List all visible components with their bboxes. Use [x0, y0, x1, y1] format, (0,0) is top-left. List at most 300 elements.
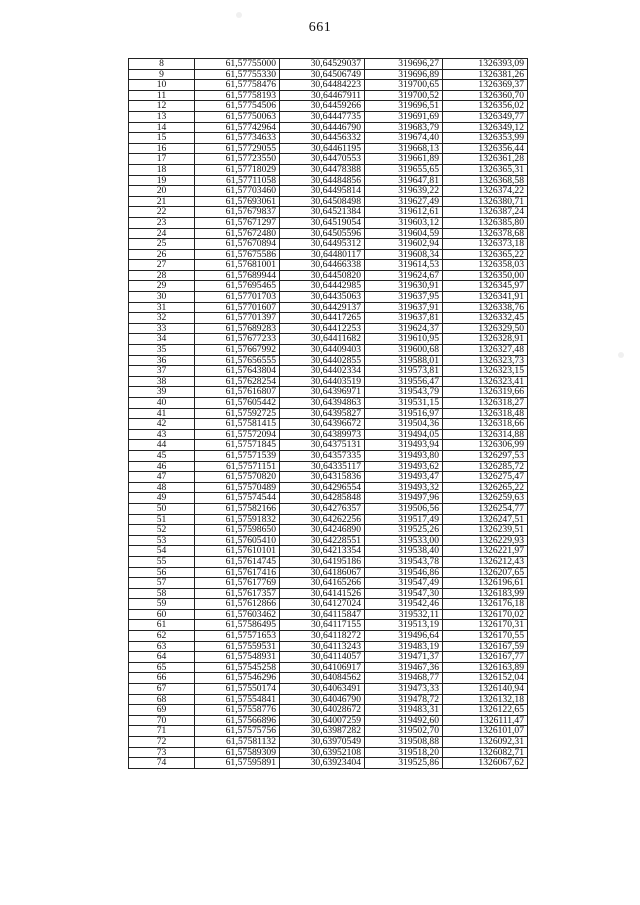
point-number-cell: 32 [129, 313, 195, 324]
latitude-cell: 61,57750063 [195, 111, 280, 122]
longitude-cell: 30,64106917 [280, 662, 365, 673]
x-coordinate-cell: 319696,89 [365, 69, 443, 80]
x-coordinate-cell: 319478,72 [365, 694, 443, 705]
point-number-cell: 30 [129, 292, 195, 303]
latitude-cell: 61,57570820 [195, 472, 280, 483]
y-coordinate-cell: 1326318,66 [443, 419, 528, 430]
longitude-cell: 30,64118272 [280, 631, 365, 642]
x-coordinate-cell: 319543,78 [365, 556, 443, 567]
longitude-cell: 30,64114057 [280, 652, 365, 663]
longitude-cell: 30,64403519 [280, 376, 365, 387]
table-row [129, 472, 528, 483]
longitude-cell: 30,64113243 [280, 641, 365, 652]
x-coordinate-cell: 319556,47 [365, 376, 443, 387]
table-row [129, 715, 528, 726]
longitude-cell: 30,64447735 [280, 111, 365, 122]
table-row [129, 631, 528, 642]
y-coordinate-cell: 1326381,26 [443, 69, 528, 80]
point-number-cell: 67 [129, 684, 195, 695]
table-row [129, 249, 528, 260]
x-coordinate-cell: 319502,70 [365, 726, 443, 737]
latitude-cell: 61,57582166 [195, 503, 280, 514]
latitude-cell: 61,57701397 [195, 313, 280, 324]
longitude-cell: 30,64411682 [280, 334, 365, 345]
x-coordinate-cell: 319661,89 [365, 154, 443, 165]
x-coordinate-cell: 319627,49 [365, 196, 443, 207]
y-coordinate-cell: 1326285,72 [443, 461, 528, 472]
x-coordinate-cell: 319506,56 [365, 503, 443, 514]
x-coordinate-cell: 319639,22 [365, 186, 443, 197]
x-coordinate-cell: 319608,34 [365, 249, 443, 260]
table-row [129, 461, 528, 472]
latitude-cell: 61,57591832 [195, 514, 280, 525]
x-coordinate-cell: 319513,19 [365, 620, 443, 631]
x-coordinate-cell: 319467,36 [365, 662, 443, 673]
x-coordinate-cell: 319493,47 [365, 472, 443, 483]
table-row [129, 164, 528, 175]
x-coordinate-cell: 319546,86 [365, 567, 443, 578]
latitude-cell: 61,57550174 [195, 684, 280, 695]
table-row [129, 705, 528, 716]
y-coordinate-cell: 1326122,65 [443, 705, 528, 716]
table-row [129, 556, 528, 567]
x-coordinate-cell: 319610,95 [365, 334, 443, 345]
y-coordinate-cell: 1326353,99 [443, 133, 528, 144]
table-row [129, 122, 528, 133]
longitude-cell: 30,64213354 [280, 546, 365, 557]
y-coordinate-cell: 1326318,27 [443, 398, 528, 409]
table-row [129, 429, 528, 440]
latitude-cell: 61,57571539 [195, 450, 280, 461]
y-coordinate-cell: 1326259,63 [443, 493, 528, 504]
latitude-cell: 61,57610101 [195, 546, 280, 557]
x-coordinate-cell: 319518,20 [365, 747, 443, 758]
x-coordinate-cell: 319573,81 [365, 366, 443, 377]
point-number-cell: 13 [129, 111, 195, 122]
point-number-cell: 73 [129, 747, 195, 758]
point-number-cell: 14 [129, 122, 195, 133]
table-row [129, 207, 528, 218]
table-row [129, 175, 528, 186]
point-number-cell: 56 [129, 567, 195, 578]
longitude-cell: 30,64529037 [280, 59, 365, 70]
longitude-cell: 30,64228551 [280, 535, 365, 546]
longitude-cell: 30,64461195 [280, 143, 365, 154]
point-number-cell: 49 [129, 493, 195, 504]
point-number-cell: 31 [129, 302, 195, 313]
latitude-cell: 61,57612866 [195, 599, 280, 610]
x-coordinate-cell: 319547,49 [365, 578, 443, 589]
x-coordinate-cell: 319674,40 [365, 133, 443, 144]
latitude-cell: 61,57603462 [195, 609, 280, 620]
point-number-cell: 9 [129, 69, 195, 80]
table-row [129, 239, 528, 250]
longitude-cell: 30,63952108 [280, 747, 365, 758]
point-number-cell: 22 [129, 207, 195, 218]
longitude-cell: 30,64429137 [280, 302, 365, 313]
y-coordinate-cell: 1326350,00 [443, 270, 528, 281]
longitude-cell: 30,64506749 [280, 69, 365, 80]
point-number-cell: 54 [129, 546, 195, 557]
coordinates-table [128, 58, 528, 769]
latitude-cell: 61,57681001 [195, 260, 280, 271]
longitude-cell: 30,64063491 [280, 684, 365, 695]
y-coordinate-cell: 1326345,97 [443, 281, 528, 292]
table-row [129, 228, 528, 239]
point-number-cell: 42 [129, 419, 195, 430]
latitude-cell: 61,57574544 [195, 493, 280, 504]
x-coordinate-cell: 319630,91 [365, 281, 443, 292]
y-coordinate-cell: 1326323,15 [443, 366, 528, 377]
latitude-cell: 61,57558776 [195, 705, 280, 716]
latitude-cell: 61,57754506 [195, 101, 280, 112]
table-row [129, 217, 528, 228]
x-coordinate-cell: 319683,79 [365, 122, 443, 133]
point-number-cell: 50 [129, 503, 195, 514]
x-coordinate-cell: 319471,37 [365, 652, 443, 663]
page-number: 661 [308, 20, 332, 35]
latitude-cell: 61,57718029 [195, 164, 280, 175]
x-coordinate-cell: 319602,94 [365, 239, 443, 250]
x-coordinate-cell: 319588,01 [365, 355, 443, 366]
point-number-cell: 71 [129, 726, 195, 737]
y-coordinate-cell: 1326365,31 [443, 164, 528, 175]
y-coordinate-cell: 1326111,47 [443, 715, 528, 726]
y-coordinate-cell: 1326327,48 [443, 345, 528, 356]
table-row [129, 281, 528, 292]
y-coordinate-cell: 1326196,61 [443, 578, 528, 589]
latitude-cell: 61,57548931 [195, 652, 280, 663]
table-row [129, 493, 528, 504]
latitude-cell: 61,57571845 [195, 440, 280, 451]
point-number-cell: 38 [129, 376, 195, 387]
x-coordinate-cell: 319468,77 [365, 673, 443, 684]
x-coordinate-cell: 319604,59 [365, 228, 443, 239]
longitude-cell: 30,64246890 [280, 525, 365, 536]
point-number-cell: 44 [129, 440, 195, 451]
point-number-cell: 68 [129, 694, 195, 705]
y-coordinate-cell: 1326368,58 [443, 175, 528, 186]
x-coordinate-cell: 319700,52 [365, 90, 443, 101]
table-row [129, 609, 528, 620]
longitude-cell: 30,64495312 [280, 239, 365, 250]
point-number-cell: 72 [129, 737, 195, 748]
latitude-cell: 61,57729055 [195, 143, 280, 154]
latitude-cell: 61,57679837 [195, 207, 280, 218]
y-coordinate-cell: 1326275,47 [443, 472, 528, 483]
table-row [129, 662, 528, 673]
y-coordinate-cell: 1326358,03 [443, 260, 528, 271]
point-number-cell: 66 [129, 673, 195, 684]
point-number-cell: 59 [129, 599, 195, 610]
point-number-cell: 64 [129, 652, 195, 663]
latitude-cell: 61,57701703 [195, 292, 280, 303]
point-number-cell: 15 [129, 133, 195, 144]
latitude-cell: 61,57605410 [195, 535, 280, 546]
x-coordinate-cell: 319538,40 [365, 546, 443, 557]
x-coordinate-cell: 319612,61 [365, 207, 443, 218]
point-number-cell: 23 [129, 217, 195, 228]
point-number-cell: 57 [129, 578, 195, 589]
y-coordinate-cell: 1326170,31 [443, 620, 528, 631]
longitude-cell: 30,64296554 [280, 482, 365, 493]
longitude-cell: 30,64127024 [280, 599, 365, 610]
x-coordinate-cell: 319497,96 [365, 493, 443, 504]
x-coordinate-cell: 319637,95 [365, 292, 443, 303]
longitude-cell: 30,64470553 [280, 154, 365, 165]
x-coordinate-cell: 319614,53 [365, 260, 443, 271]
x-coordinate-cell: 319696,27 [365, 59, 443, 70]
latitude-cell: 61,57614745 [195, 556, 280, 567]
y-coordinate-cell: 1326349,77 [443, 111, 528, 122]
table-row [129, 620, 528, 631]
point-number-cell: 16 [129, 143, 195, 154]
latitude-cell: 61,57695465 [195, 281, 280, 292]
x-coordinate-cell: 319504,36 [365, 419, 443, 430]
longitude-cell: 30,64315836 [280, 472, 365, 483]
longitude-cell: 30,64007259 [280, 715, 365, 726]
table-row [129, 387, 528, 398]
table-row [129, 260, 528, 271]
point-number-cell: 39 [129, 387, 195, 398]
y-coordinate-cell: 1326361,28 [443, 154, 528, 165]
latitude-cell: 61,57675586 [195, 249, 280, 260]
table-row [129, 514, 528, 525]
longitude-cell: 30,64478388 [280, 164, 365, 175]
y-coordinate-cell: 1326176,18 [443, 599, 528, 610]
point-number-cell: 27 [129, 260, 195, 271]
y-coordinate-cell: 1326380,71 [443, 196, 528, 207]
y-coordinate-cell: 1326378,68 [443, 228, 528, 239]
table-row [129, 270, 528, 281]
point-number-cell: 53 [129, 535, 195, 546]
point-number-cell: 43 [129, 429, 195, 440]
y-coordinate-cell: 1326323,73 [443, 355, 528, 366]
longitude-cell: 30,63987282 [280, 726, 365, 737]
longitude-cell: 30,64409403 [280, 345, 365, 356]
y-coordinate-cell: 1326387,24 [443, 207, 528, 218]
longitude-cell: 30,64165266 [280, 578, 365, 589]
latitude-cell: 61,57677233 [195, 334, 280, 345]
x-coordinate-cell: 319655,65 [365, 164, 443, 175]
point-number-cell: 58 [129, 588, 195, 599]
table-row [129, 355, 528, 366]
latitude-cell: 61,57581132 [195, 737, 280, 748]
table-row [129, 143, 528, 154]
longitude-cell: 30,64357335 [280, 450, 365, 461]
longitude-cell: 30,64446790 [280, 122, 365, 133]
y-coordinate-cell: 1326212,43 [443, 556, 528, 567]
y-coordinate-cell: 1326229,93 [443, 535, 528, 546]
latitude-cell: 61,57689944 [195, 270, 280, 281]
y-coordinate-cell: 1326101,07 [443, 726, 528, 737]
longitude-cell: 30,64141526 [280, 588, 365, 599]
latitude-cell: 61,57616807 [195, 387, 280, 398]
y-coordinate-cell: 1326360,70 [443, 90, 528, 101]
table-row [129, 546, 528, 557]
point-number-cell: 24 [129, 228, 195, 239]
x-coordinate-cell: 319533,00 [365, 535, 443, 546]
table-row [129, 111, 528, 122]
longitude-cell: 30,64519054 [280, 217, 365, 228]
x-coordinate-cell: 319668,13 [365, 143, 443, 154]
longitude-cell: 30,64508498 [280, 196, 365, 207]
y-coordinate-cell: 1326341,91 [443, 292, 528, 303]
table-row [129, 186, 528, 197]
y-coordinate-cell: 1326254,77 [443, 503, 528, 514]
latitude-cell: 61,57689283 [195, 323, 280, 334]
y-coordinate-cell: 1326170,02 [443, 609, 528, 620]
x-coordinate-cell: 319473,33 [365, 684, 443, 695]
longitude-cell: 30,64115847 [280, 609, 365, 620]
longitude-cell: 30,64495814 [280, 186, 365, 197]
longitude-cell: 30,64484856 [280, 175, 365, 186]
point-number-cell: 51 [129, 514, 195, 525]
point-number-cell: 26 [129, 249, 195, 260]
latitude-cell: 61,57758476 [195, 80, 280, 91]
point-number-cell: 62 [129, 631, 195, 642]
latitude-cell: 61,57711058 [195, 175, 280, 186]
table-row [129, 323, 528, 334]
x-coordinate-cell: 319532,11 [365, 609, 443, 620]
table-row [129, 196, 528, 207]
latitude-cell: 61,57755000 [195, 59, 280, 70]
latitude-cell: 61,57575756 [195, 726, 280, 737]
y-coordinate-cell: 1326323,41 [443, 376, 528, 387]
y-coordinate-cell: 1326067,62 [443, 758, 528, 769]
y-coordinate-cell: 1326338,76 [443, 302, 528, 313]
y-coordinate-cell: 1326170,55 [443, 631, 528, 642]
x-coordinate-cell: 319542,46 [365, 599, 443, 610]
table-row [129, 673, 528, 684]
point-number-cell: 48 [129, 482, 195, 493]
table-row [129, 334, 528, 345]
y-coordinate-cell: 1326297,53 [443, 450, 528, 461]
point-number-cell: 47 [129, 472, 195, 483]
latitude-cell: 61,57605442 [195, 398, 280, 409]
y-coordinate-cell: 1326306,99 [443, 440, 528, 451]
table-row [129, 398, 528, 409]
longitude-cell: 30,64046790 [280, 694, 365, 705]
y-coordinate-cell: 1326374,22 [443, 186, 528, 197]
point-number-cell: 33 [129, 323, 195, 334]
table-row [129, 503, 528, 514]
point-number-cell: 34 [129, 334, 195, 345]
longitude-cell: 30,64396971 [280, 387, 365, 398]
point-number-cell: 52 [129, 525, 195, 536]
x-coordinate-cell: 319483,19 [365, 641, 443, 652]
x-coordinate-cell: 319508,88 [365, 737, 443, 748]
x-coordinate-cell: 319603,12 [365, 217, 443, 228]
x-coordinate-cell: 319493,62 [365, 461, 443, 472]
x-coordinate-cell: 319624,67 [365, 270, 443, 281]
longitude-cell: 30,64505596 [280, 228, 365, 239]
latitude-cell: 61,57734633 [195, 133, 280, 144]
latitude-cell: 61,57672480 [195, 228, 280, 239]
point-number-cell: 8 [129, 59, 195, 70]
longitude-cell: 30,64417265 [280, 313, 365, 324]
table-row [129, 684, 528, 695]
latitude-cell: 61,57701607 [195, 302, 280, 313]
longitude-cell: 30,64402334 [280, 366, 365, 377]
x-coordinate-cell: 319647,81 [365, 175, 443, 186]
y-coordinate-cell: 1326329,50 [443, 323, 528, 334]
x-coordinate-cell: 319483,31 [365, 705, 443, 716]
point-number-cell: 18 [129, 164, 195, 175]
longitude-cell: 30,64262256 [280, 514, 365, 525]
longitude-cell: 30,64395827 [280, 408, 365, 419]
point-number-cell: 25 [129, 239, 195, 250]
table-row [129, 578, 528, 589]
table-row [129, 694, 528, 705]
latitude-cell: 61,57571653 [195, 631, 280, 642]
latitude-cell: 61,57617769 [195, 578, 280, 589]
table-row [129, 133, 528, 144]
longitude-cell: 30,64375131 [280, 440, 365, 451]
y-coordinate-cell: 1326393,09 [443, 59, 528, 70]
table-row [129, 366, 528, 377]
table-row [129, 747, 528, 758]
y-coordinate-cell: 1326221,97 [443, 546, 528, 557]
y-coordinate-cell: 1326319,66 [443, 387, 528, 398]
x-coordinate-cell: 319600,68 [365, 345, 443, 356]
table-row [129, 419, 528, 430]
x-coordinate-cell: 319516,97 [365, 408, 443, 419]
table-row [129, 313, 528, 324]
latitude-cell: 61,57546296 [195, 673, 280, 684]
point-number-cell: 70 [129, 715, 195, 726]
point-number-cell: 55 [129, 556, 195, 567]
point-number-cell: 41 [129, 408, 195, 419]
point-number-cell: 20 [129, 186, 195, 197]
y-coordinate-cell: 1326132,18 [443, 694, 528, 705]
table-row [129, 90, 528, 101]
y-coordinate-cell: 1326385,80 [443, 217, 528, 228]
x-coordinate-cell: 319637,81 [365, 313, 443, 324]
table-row [129, 652, 528, 663]
x-coordinate-cell: 319496,64 [365, 631, 443, 642]
latitude-cell: 61,57598650 [195, 525, 280, 536]
longitude-cell: 30,64402855 [280, 355, 365, 366]
longitude-cell: 30,64389973 [280, 429, 365, 440]
y-coordinate-cell: 1326318,48 [443, 408, 528, 419]
longitude-cell: 30,64396672 [280, 419, 365, 430]
y-coordinate-cell: 1326373,18 [443, 239, 528, 250]
point-number-cell: 60 [129, 609, 195, 620]
longitude-cell: 30,64480117 [280, 249, 365, 260]
point-number-cell: 35 [129, 345, 195, 356]
table-row [129, 567, 528, 578]
y-coordinate-cell: 1326365,22 [443, 249, 528, 260]
latitude-cell: 61,57554841 [195, 694, 280, 705]
latitude-cell: 61,57559531 [195, 641, 280, 652]
x-coordinate-cell: 319696,51 [365, 101, 443, 112]
longitude-cell: 30,64521384 [280, 207, 365, 218]
table-row [129, 758, 528, 769]
table-row [129, 737, 528, 748]
y-coordinate-cell: 1326369,37 [443, 80, 528, 91]
latitude-cell: 61,57742964 [195, 122, 280, 133]
latitude-cell: 61,57592725 [195, 408, 280, 419]
table-row [129, 599, 528, 610]
point-number-cell: 29 [129, 281, 195, 292]
table-row [129, 59, 528, 70]
point-number-cell: 21 [129, 196, 195, 207]
x-coordinate-cell: 319547,30 [365, 588, 443, 599]
point-number-cell: 12 [129, 101, 195, 112]
latitude-cell: 61,57589309 [195, 747, 280, 758]
x-coordinate-cell: 319492,60 [365, 715, 443, 726]
